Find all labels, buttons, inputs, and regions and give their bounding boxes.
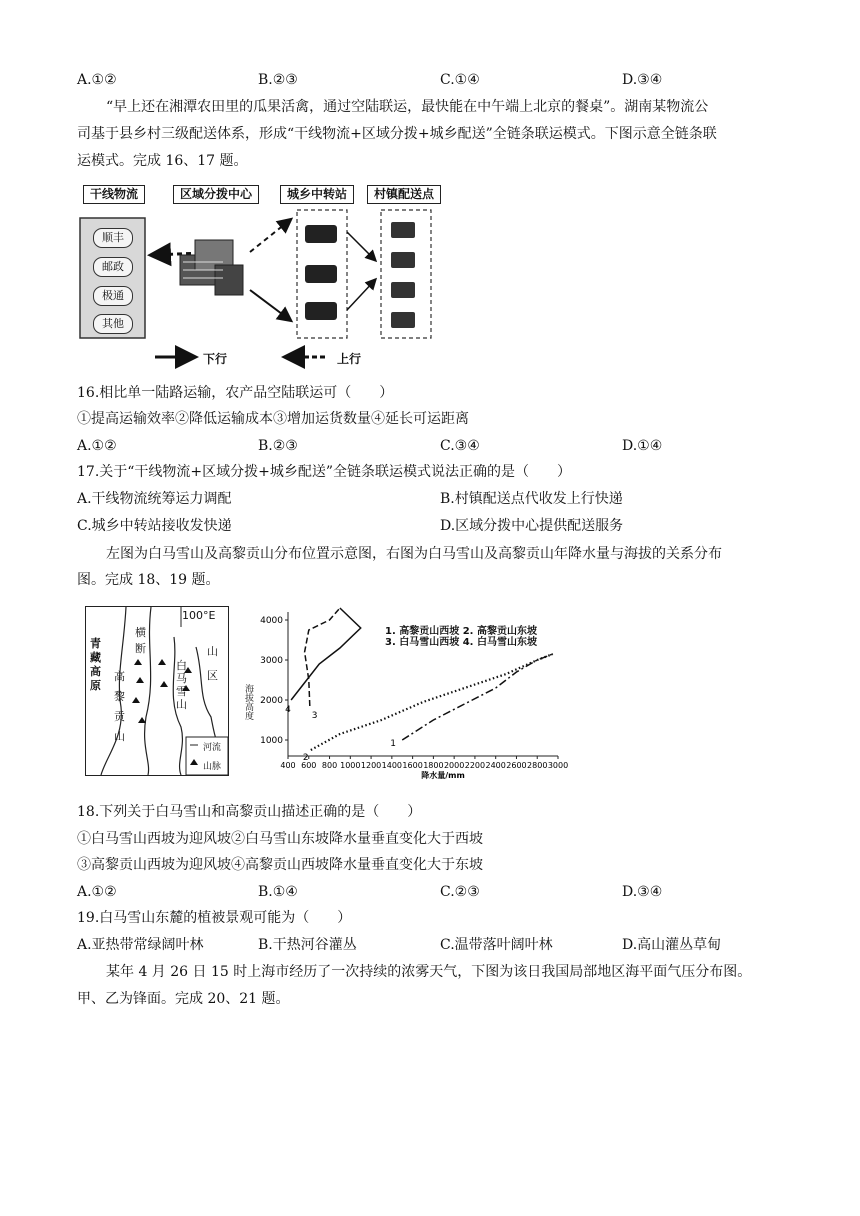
series-label-1: 1 <box>390 739 396 749</box>
series-line-3 <box>305 608 340 706</box>
q17-option-d[interactable]: D.区域分拨中心提供配送服务 <box>440 518 624 534</box>
passage3-line1: 某年 4 月 26 日 15 时上海市经历了一次持续的浓雾天气，下图为该日我国局部地区海平面气压分布图。 <box>106 964 752 980</box>
x-tick-label: 1200 <box>360 761 382 770</box>
q17-option-b[interactable]: B.村镇配送点代收发上行快递 <box>440 491 623 507</box>
series-line-2 <box>311 654 553 750</box>
carrier-post: 邮政 <box>93 257 133 277</box>
transfer-truck-icons <box>305 225 337 320</box>
carrier-other: 其他 <box>93 314 133 334</box>
y-tick-label: 2000 <box>260 696 283 706</box>
label-baima: 白 马 雪 山 <box>176 659 187 711</box>
y-tick-label: 3000 <box>260 656 283 666</box>
q15-option-b[interactable]: B.②③ <box>258 72 298 88</box>
x-tick-label: 3000 <box>547 761 569 770</box>
x-tick-label: 1600 <box>402 761 423 770</box>
q15-option-a[interactable]: A.①② <box>77 72 117 88</box>
q19-option-d[interactable]: D.高山灌丛草甸 <box>622 937 722 953</box>
char: 藏 <box>90 651 101 664</box>
q18-statement2: ③高黎贡山西坡为迎风坡④高黎贡山西坡降水量垂直变化大于东坡 <box>77 857 483 873</box>
precip-altitude-chart <box>240 604 570 780</box>
q19-option-b[interactable]: B.干热河谷灌丛 <box>258 937 357 953</box>
x-tick-label: 2800 <box>527 761 548 770</box>
q19-option-c[interactable]: C.温带落叶阔叶林 <box>440 937 553 953</box>
chart-legend-line1: 1. 高黎贡山西坡 2. 高黎贡山东坡 <box>385 626 537 637</box>
q18-option-d[interactable]: D.③④ <box>622 884 663 900</box>
chart-ylabel: 海拔高度 <box>243 684 253 720</box>
label-qu: 区 <box>207 669 218 682</box>
q16-option-d[interactable]: D.①④ <box>622 438 663 454</box>
y-tick-label: 4000 <box>260 616 283 626</box>
x-tick-label: 1400 <box>381 761 403 770</box>
char: 原 <box>90 679 101 692</box>
series-label-2: 2 <box>302 753 309 763</box>
carrier-jitong: 极通 <box>93 286 133 306</box>
logistics-diagram <box>75 180 455 370</box>
series-label-4: 4 <box>285 705 291 715</box>
char: 高 <box>90 665 101 678</box>
passage1-line3: 运模式。完成 16、17 题。 <box>77 153 248 169</box>
x-tick-label: 2400 <box>485 761 506 770</box>
x-tick-label: 800 <box>321 761 338 770</box>
q18-statement1: ①白马雪山西坡为迎风坡②白马雪山东坡降水量垂直变化大于西坡 <box>77 831 483 847</box>
q16-option-c[interactable]: C.③④ <box>440 438 480 454</box>
logistics-figure <box>75 180 455 370</box>
x-tick-label: 600 <box>301 761 317 770</box>
label-hengduan: 横 断 <box>135 626 146 655</box>
label-qingzang-plateau <box>90 637 102 693</box>
q18-stem: 18.下列关于白马雪山和高黎贡山描述正确的是（ ） <box>77 804 422 820</box>
legend-down: 下行 <box>203 352 228 366</box>
header-village-point: 村镇配送点 <box>367 185 441 204</box>
q15-option-d[interactable]: D.③④ <box>622 72 663 88</box>
series-line-1 <box>402 654 553 740</box>
q18-option-c[interactable]: C.②③ <box>440 884 480 900</box>
carrier-sf: 顺丰 <box>93 228 133 248</box>
village-shop-icons <box>391 222 415 328</box>
x-tick-label: 1800 <box>423 761 444 770</box>
q16-statements: ①提高运输效率②降低运输成本③增加运货数量④延长可运距离 <box>77 411 469 427</box>
header-regional-center: 区域分拨中心 <box>173 185 259 204</box>
q18-option-b[interactable]: B.①④ <box>258 884 298 900</box>
q18-option-a[interactable]: A.①② <box>77 884 117 900</box>
passage1-line2: 司基于县乡村三级配送体系，形成“干线物流+区域分拨+城乡配送”全链条联运模式。下图示意全链条联 <box>77 126 717 142</box>
passage3-line2: 甲、乙为锋面。完成 20、21 题。 <box>77 991 290 1007</box>
passage2-line1: 左图为白马雪山及高黎贡山分布位置示意图，右图为白马雪山及高黎贡山年降水量与海拔的关系分布 <box>106 546 722 562</box>
q19-option-a[interactable]: A.亚热带常绿阔叶林 <box>77 937 204 953</box>
chart-legend-line2: 3. 白马雪山西坡 4. 白马雪山东坡 <box>385 637 537 648</box>
x-tick-label: 400 <box>280 761 296 770</box>
hub-building-icon <box>180 240 243 295</box>
char: 青 <box>90 637 101 650</box>
passage1-line1: “早上还在湘潭农田里的瓜果活禽，通过空陆联运，最快能在中午端上北京的餐桌”。湖南某物流公 <box>106 99 709 115</box>
header-transfer-station: 城乡中转站 <box>280 185 354 204</box>
passage2-line2: 图。完成 18、19 题。 <box>77 572 220 588</box>
q15-option-c[interactable]: C.①④ <box>440 72 480 88</box>
q17-option-c[interactable]: C.城乡中转站接收发快递 <box>77 518 232 534</box>
y-tick-label: 1000 <box>260 736 283 746</box>
q16-option-a[interactable]: A.①② <box>77 438 117 454</box>
x-tick-label: 2200 <box>464 761 486 770</box>
q17-stem: 17.关于“干线物流+区域分拨+城乡配送”全链条联运模式说法正确的是（ ） <box>77 464 572 480</box>
legend-up: 上行 <box>337 352 362 366</box>
header-trunk-logistics: 干线物流 <box>83 185 145 204</box>
q17-option-a[interactable]: A.干线物流统筹运力调配 <box>77 491 232 507</box>
label-gaoligong: 高 黎 贡 山 <box>114 670 125 743</box>
x-axis-label: 降水量/mm <box>421 771 465 780</box>
x-tick-label: 1000 <box>340 761 361 770</box>
series-label-3: 3 <box>311 711 318 721</box>
legend-mountain: 山脉 <box>203 762 222 772</box>
location-map <box>85 606 229 776</box>
x-tick-label: 2600 <box>506 761 527 770</box>
q16-stem: 16.相比单一陆路运输，农产品空陆联运可（ ） <box>77 385 394 401</box>
q19-stem: 19.白马雪山东麓的植被景观可能为（ ） <box>77 910 352 926</box>
meridian-label: 100°E <box>182 609 216 622</box>
q16-option-b[interactable]: B.②③ <box>258 438 298 454</box>
x-tick-label: 2000 <box>443 761 465 770</box>
legend-river: 河流 <box>203 743 222 753</box>
label-shan: 山 <box>207 645 218 658</box>
